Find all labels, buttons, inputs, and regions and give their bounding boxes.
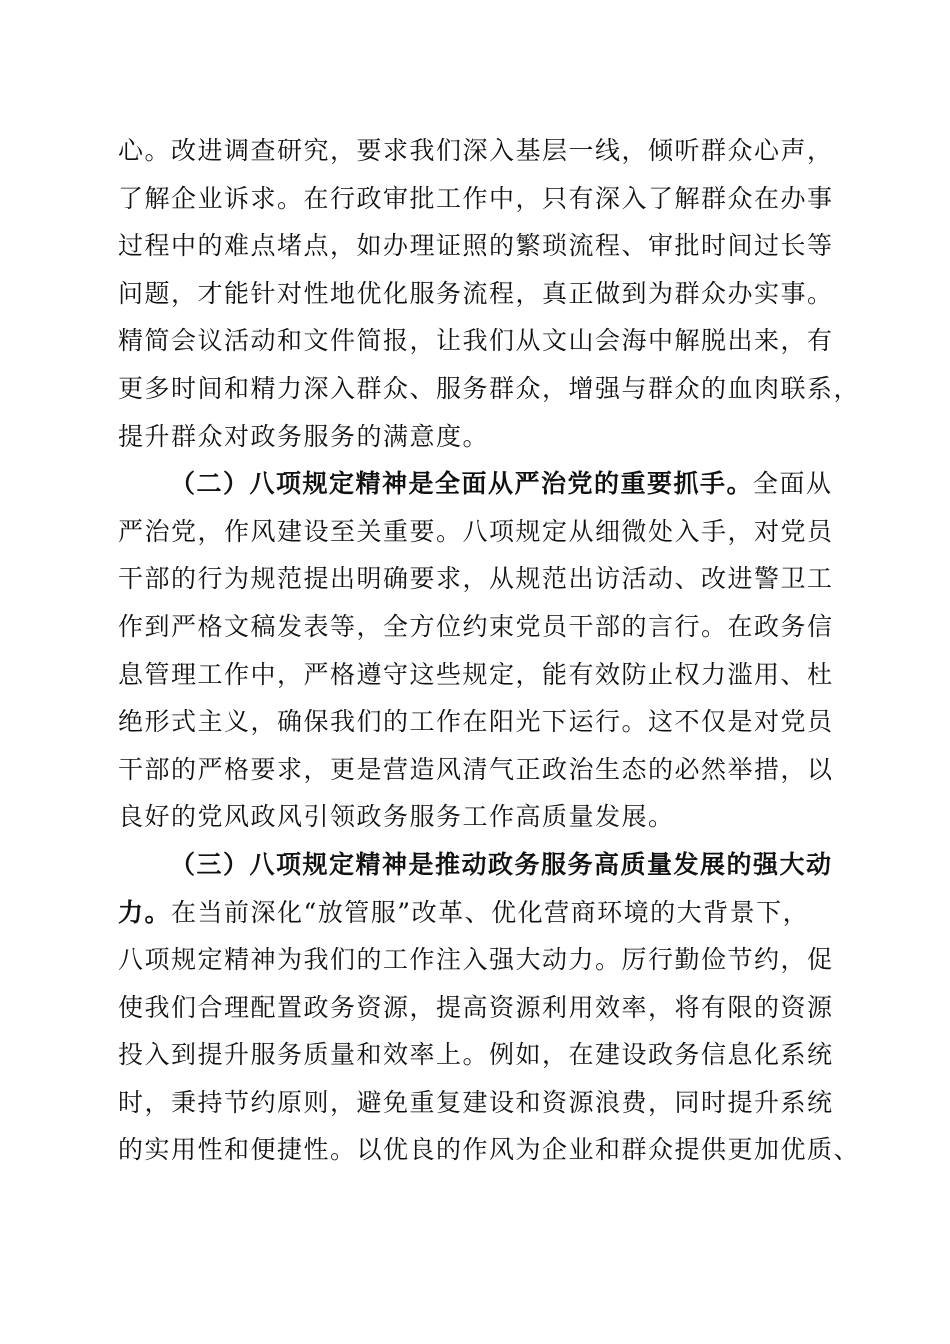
paragraph-second-line [118,889,830,937]
text-line: 干部的行为规范提出明确要求，从规范出访活动、改进警卫工 [118,564,834,594]
text-line: 严治党，作风建设至关重要。八项规定从细微处入手，对党员 [118,516,834,546]
text-line: 投入到提升服务质量和效率上。例如，在建设政务信息化系统 [118,1040,834,1070]
text-run: 在当前深化“放管服”改革、优化营商环境的大背景下， [171,897,810,927]
paragraph-1 [118,127,861,460]
section-heading: （二）八项规定精神是全面从严治党的重要抓手。 [170,469,754,499]
text-line: 时，秉持节约原则，避免重复建设和资源浪费，同时提升系统 [118,1087,834,1117]
text-run: 全面从 [753,469,833,499]
text-line: 精简会议活动和文件简报，让我们从文山会海中解脱出来，有 [118,326,834,356]
text-line: 更多时间和精力深入群众、服务群众，增强与群众的血肉联系， [118,373,861,403]
text-line: 作到严格文稿发表等，全方位约束党员干部的言行。在政务信 [118,611,834,641]
text-line: 了解企业诉求。在行政审批工作中，只有深入了解群众在办事 [118,183,834,213]
text-line: 绝形式主义，确保我们的工作在阳光下运行。这不仅是对党员 [118,707,834,737]
text-line: 过程中的难点堵点，如办理证照的繁琐流程、审批时间过长等 [118,231,834,261]
paragraph-2 [118,460,834,841]
text-line: 的实用性和便捷性。以优良的作风为企业和群众提供更加优质、 [118,1135,861,1165]
text-line: 心。改进调查研究，要求我们深入基层一线，倾听群众心声， [118,136,834,165]
text-line: 问题，才能针对性地优化服务流程，真正做到为群众办实事。 [118,278,834,308]
text-line: 良好的党风政风引领政务服务工作高质量发展。 [118,802,675,832]
text-line: 八项规定精神为我们的工作注入强大动力。厉行勤俭节约，促 [118,945,834,975]
text-line: 干部的严格要求，更是营造风清气正政治生态的必然举措，以 [118,754,834,784]
paragraph-first-line [118,460,833,508]
text-line: 息管理工作中，严格遵守这些规定，能有效防止权力滥用、杜 [118,659,834,689]
text-line: 使我们合理配置政务资源，提高资源利用效率，将有限的资源 [118,992,834,1022]
paragraph-3 [118,841,861,1174]
section-heading-end: 力。 [118,897,172,927]
document-body [118,127,861,1174]
section-heading: （三）八项规定精神是推动政务服务高质量发展的强大动 [170,849,833,879]
text-line: 提升群众对政务服务的满意度。 [118,421,490,451]
